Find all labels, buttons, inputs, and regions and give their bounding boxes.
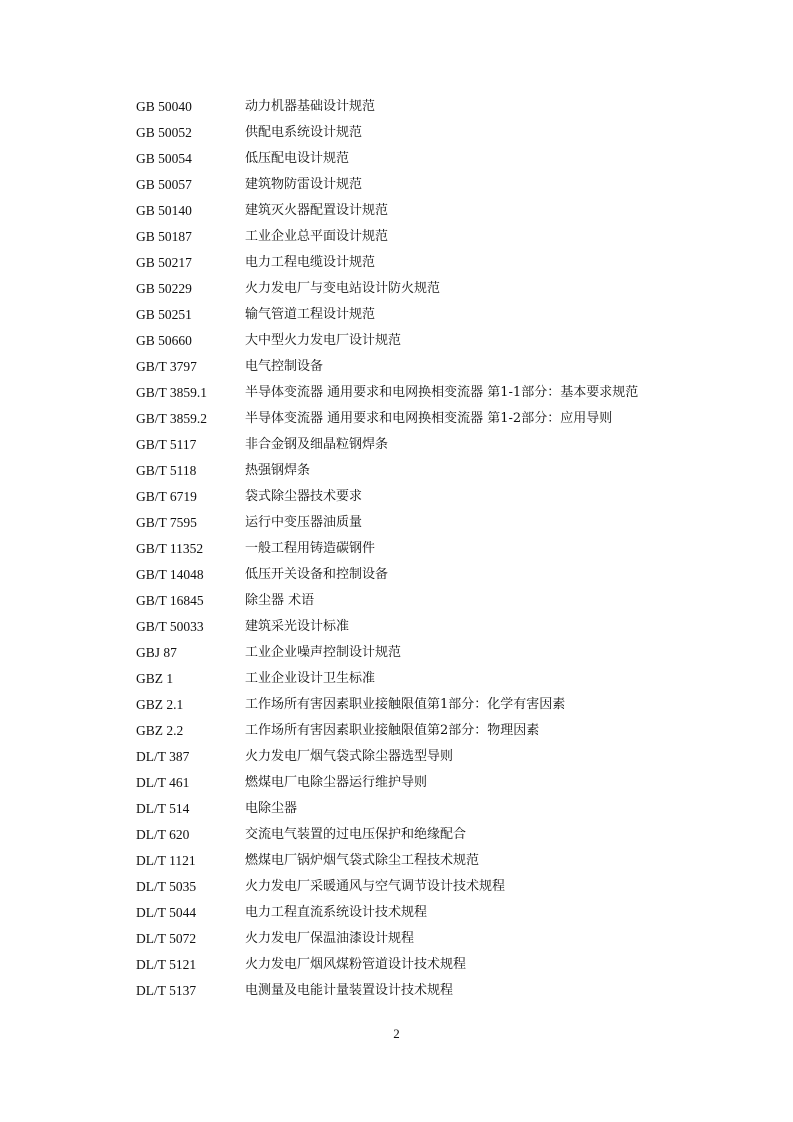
standard-code: GB 50187 xyxy=(136,229,192,244)
standard-title: 建筑灭火器配置设计规范 xyxy=(245,203,389,218)
standard-row xyxy=(136,848,736,874)
standard-row xyxy=(136,926,736,952)
standard-row xyxy=(136,692,736,718)
standard-title: 交流电气装置的过电压保护和绝缘配合 xyxy=(245,827,467,842)
standard-title: 电力工程直流系统设计技术规程 xyxy=(245,905,428,920)
standard-title: 工作场所有害因素职业接触限值第1部分：化学有害因素 xyxy=(245,697,566,712)
standard-title: 燃煤电厂电除尘器运行维护导则 xyxy=(245,775,428,790)
standard-row xyxy=(136,432,736,458)
standard-title: 火力发电厂保温油漆设计规程 xyxy=(245,931,415,946)
standard-title: 火力发电厂烟气袋式除尘器选型导则 xyxy=(245,749,454,764)
standard-title: 低压开关设备和控制设备 xyxy=(245,567,389,582)
standard-row xyxy=(136,94,736,120)
standard-code: GB 50251 xyxy=(136,307,192,322)
standard-row xyxy=(136,510,736,536)
standard-row xyxy=(136,250,736,276)
standard-code: GB/T 6719 xyxy=(136,489,197,504)
standard-title: 一般工程用铸造碳钢件 xyxy=(245,541,376,556)
standard-title: 输气管道工程设计规范 xyxy=(245,307,376,322)
standard-code: DL/T 1121 xyxy=(136,853,196,868)
standard-code: GB 50660 xyxy=(136,333,192,348)
standard-title: 火力发电厂采暖通风与空气调节设计技术规程 xyxy=(245,879,506,894)
standard-row xyxy=(136,718,736,744)
standard-title: 动力机器基础设计规范 xyxy=(245,99,376,114)
standard-title: 建筑物防雷设计规范 xyxy=(245,177,363,192)
standard-row xyxy=(136,354,736,380)
standard-title: 低压配电设计规范 xyxy=(245,151,350,166)
standard-code: GB 50140 xyxy=(136,203,192,218)
standard-title: 非合金钢及细晶粒钢焊条 xyxy=(245,437,389,452)
standard-title: 电气控制设备 xyxy=(245,359,324,374)
standard-code: GBZ 1 xyxy=(136,671,174,686)
standard-code: DL/T 387 xyxy=(136,749,190,764)
standard-code: DL/T 5121 xyxy=(136,957,197,972)
standard-row xyxy=(136,952,736,978)
standard-row xyxy=(136,198,736,224)
standard-code: DL/T 620 xyxy=(136,827,190,842)
standard-row xyxy=(136,458,736,484)
standard-row xyxy=(136,822,736,848)
page-number: 2 xyxy=(393,1026,400,1041)
standard-row xyxy=(136,120,736,146)
standard-row xyxy=(136,224,736,250)
standard-code: GB 50057 xyxy=(136,177,192,192)
standard-row xyxy=(136,978,736,1004)
standard-code: GB/T 3859.2 xyxy=(136,411,208,426)
standard-code: GBZ 2.2 xyxy=(136,723,184,738)
standard-title: 电除尘器 xyxy=(245,801,298,816)
standard-row xyxy=(136,640,736,666)
standard-title: 工作场所有害因素职业接触限值第2部分：物理因素 xyxy=(245,723,540,738)
standard-title: 大中型火力发电厂设计规范 xyxy=(245,333,402,348)
standard-title: 工业企业噪声控制设计规范 xyxy=(245,645,402,660)
standard-row xyxy=(136,770,736,796)
standard-row xyxy=(136,900,736,926)
standard-code: GB/T 11352 xyxy=(136,541,204,556)
standard-row xyxy=(136,588,736,614)
standard-code: GBJ 87 xyxy=(136,645,177,660)
standard-code: GB 50054 xyxy=(136,151,192,166)
standard-code: GB 50040 xyxy=(136,99,192,114)
standard-row xyxy=(136,328,736,354)
standard-row xyxy=(136,276,736,302)
standard-row xyxy=(136,874,736,900)
standard-row xyxy=(136,380,736,406)
standard-code: GB/T 16845 xyxy=(136,593,204,608)
standard-title: 热强钢焊条 xyxy=(245,463,311,478)
standard-row xyxy=(136,666,736,692)
standard-row xyxy=(136,302,736,328)
standard-code: GB 50217 xyxy=(136,255,192,270)
standard-title: 电测量及电能计量装置设计技术规程 xyxy=(245,983,454,998)
standard-code: DL/T 514 xyxy=(136,801,190,816)
standard-row xyxy=(136,484,736,510)
standard-title: 袋式除尘器技术要求 xyxy=(245,489,363,504)
standard-row xyxy=(136,536,736,562)
standard-code: GB/T 3859.1 xyxy=(136,385,208,400)
standard-title: 工业企业设计卫生标准 xyxy=(245,671,376,686)
standard-row xyxy=(136,172,736,198)
normative-references-list xyxy=(136,94,736,1004)
standard-title: 半导体变流器 通用要求和电网换相变流器 第1-1部分：基本要求规范 xyxy=(245,385,639,400)
standard-code: GB/T 50033 xyxy=(136,619,204,634)
standard-row xyxy=(136,796,736,822)
standard-title: 除尘器 术语 xyxy=(245,593,315,608)
standard-code: DL/T 461 xyxy=(136,775,190,790)
standard-row xyxy=(136,146,736,172)
standard-title: 工业企业总平面设计规范 xyxy=(245,229,389,244)
standard-code: GB/T 3797 xyxy=(136,359,197,374)
standard-code: GBZ 2.1 xyxy=(136,697,184,712)
standard-title: 火力发电厂烟风煤粉管道设计技术规程 xyxy=(245,957,467,972)
standard-row xyxy=(136,744,736,770)
standard-code: DL/T 5137 xyxy=(136,983,197,998)
standard-title: 供配电系统设计规范 xyxy=(245,125,363,140)
standard-title: 半导体变流器 通用要求和电网换相变流器 第1-2部分：应用导则 xyxy=(245,411,613,426)
standard-title: 燃煤电厂锅炉烟气袋式除尘工程技术规范 xyxy=(245,853,480,868)
standard-title: 运行中变压器油质量 xyxy=(245,515,363,530)
standard-title: 火力发电厂与变电站设计防火规范 xyxy=(245,281,441,296)
standard-code: GB/T 5118 xyxy=(136,463,197,478)
standard-code: DL/T 5035 xyxy=(136,879,197,894)
standard-row xyxy=(136,562,736,588)
standard-code: DL/T 5044 xyxy=(136,905,197,920)
standard-code: DL/T 5072 xyxy=(136,931,197,946)
standard-code: GB/T 14048 xyxy=(136,567,204,582)
standard-title: 建筑采光设计标准 xyxy=(245,619,350,634)
standard-row xyxy=(136,406,736,432)
standard-code: GB/T 7595 xyxy=(136,515,197,530)
standard-code: GB 50052 xyxy=(136,125,192,140)
standard-code: GB/T 5117 xyxy=(136,437,197,452)
standard-title: 电力工程电缆设计规范 xyxy=(245,255,376,270)
standard-row xyxy=(136,614,736,640)
standard-code: GB 50229 xyxy=(136,281,192,296)
